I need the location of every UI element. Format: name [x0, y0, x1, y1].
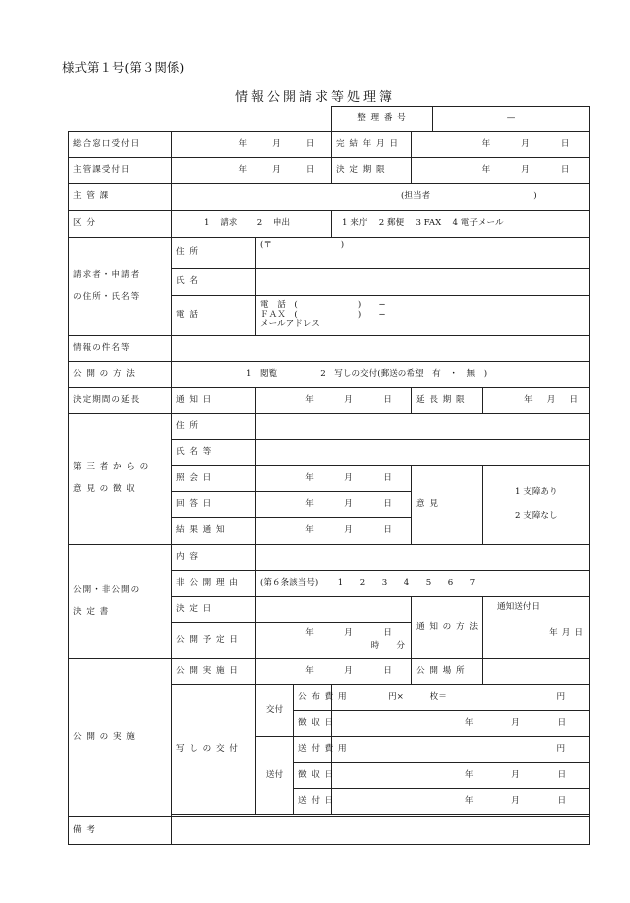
gaito-5[interactable]: 5 — [425, 577, 432, 588]
ymd-day: 日 — [383, 665, 392, 676]
ymd-month: 月 — [344, 665, 353, 676]
ymd-day: 日 — [560, 138, 570, 149]
hikokai-riyu-label: 非 公 開 理 由 — [172, 571, 256, 597]
tsuchibi-label: 通 知 日 — [172, 388, 256, 414]
kettei-label — [69, 545, 172, 659]
tsuchi-sofubi-field[interactable] — [483, 597, 590, 659]
biko-label: 備 考 — [69, 817, 172, 845]
kanketsu-label: 完 結 年 月 日 — [332, 132, 412, 158]
ymd-day: 日 — [557, 795, 567, 806]
kofu-en: 円 — [556, 691, 566, 702]
ymd-day: 日 — [383, 628, 392, 639]
ku-opt-fax[interactable]: 3 FAX — [415, 218, 442, 229]
gaito-6[interactable]: 6 — [447, 577, 454, 588]
mail-line: メールアドレス — [260, 319, 320, 330]
header-table — [331, 106, 590, 132]
kokai-basho-label: 公 開 場 所 — [412, 659, 483, 685]
gaito-label: (第６条該当号) — [260, 577, 319, 588]
hikokai-riyu-field[interactable] — [256, 571, 590, 597]
ymd-day: 日 — [383, 472, 392, 483]
ketteibi-label: 決 定 日 — [172, 597, 256, 623]
ymd-month: 月 — [511, 795, 520, 806]
seiri-bango-label: 整 理 番 号 — [332, 107, 433, 132]
hoho-field[interactable] — [172, 362, 590, 388]
kokai-yoteibi-label: 公 開 予 定 日 — [172, 623, 256, 659]
ymd-month: 月 — [344, 472, 353, 483]
shukan-uketsuke-label: 主管課受付日 — [69, 158, 172, 184]
sogo-date[interactable] — [172, 132, 332, 158]
daisansha-line2: 意 見 の 徴 収 — [73, 484, 136, 494]
gaito-4[interactable]: 4 — [403, 577, 410, 588]
gaito-3[interactable]: 3 — [381, 577, 388, 588]
shukan-uketsuke-date[interactable] — [172, 158, 332, 184]
enchou-kigen-label: 延 長 期 限 — [412, 388, 483, 414]
ymd-year: 年 — [464, 795, 474, 806]
gaito-2[interactable]: 2 — [359, 577, 366, 588]
fax-line: ＦＡＸ ( ) − — [260, 309, 386, 320]
sofubi-date[interactable] — [332, 789, 590, 815]
ymd-day: 日 — [569, 394, 579, 405]
sofu-choshubi-date[interactable] — [332, 763, 590, 789]
ku-options-1[interactable] — [172, 211, 332, 238]
hoho-options: 1 閲覧 2 写しの交付(郵送の希望 有 ・ 無 ) — [246, 368, 488, 379]
daisansha-label — [69, 414, 172, 545]
ku-options-2[interactable] — [332, 211, 590, 238]
shimei-to-label: 氏 名 等 — [172, 440, 256, 466]
kofu-choshubi-date[interactable] — [332, 711, 590, 737]
kofu-formula: 円× 枚＝ — [388, 691, 447, 702]
kenmei-field[interactable] — [172, 336, 590, 362]
ymd-year: 年 — [481, 164, 491, 175]
ji-label: 時 — [370, 641, 380, 651]
ymd-month: 月 — [511, 717, 520, 728]
shimei-to-field[interactable] — [256, 440, 590, 466]
ymd-month: 月 — [561, 627, 571, 638]
ymd-day: 日 — [557, 717, 567, 728]
sofubi-label: 送 付 日 — [294, 789, 332, 815]
ku-opt-email[interactable]: 4 電子メール — [452, 218, 504, 229]
ymd-day: 日 — [383, 498, 392, 509]
seikyusha-line2: の住所・氏名等 — [73, 291, 141, 302]
ku-opt-raicho[interactable]: 1 来庁 — [342, 218, 368, 229]
ketteibi-field[interactable] — [256, 597, 412, 623]
jusho-field[interactable] — [256, 238, 590, 269]
jisshibi-label: 公 開 実 施 日 — [172, 659, 256, 685]
shimei-field[interactable] — [256, 269, 590, 296]
sogo-label — [69, 132, 172, 158]
kekka-label: 結 果 通 知 — [172, 518, 256, 545]
naiyo-label: 内 容 — [172, 545, 256, 571]
ymd-month: 月 — [344, 394, 353, 405]
kofu-hiyo-label: 公 布 費 用 — [294, 685, 332, 711]
shimei-label: 氏 名 — [172, 269, 256, 296]
ymd-day: 日 — [305, 138, 315, 149]
ymd-month: 月 — [344, 498, 353, 509]
hoho-label: 公 開 の 方 法 — [69, 362, 172, 388]
jisshi-label: 公 開 の 実 施 — [69, 659, 172, 817]
ymd-year: 年 — [464, 769, 474, 780]
tel-line: 電 話 ( ) − — [260, 299, 386, 310]
ymd-month: 月 — [546, 394, 556, 405]
enchou-kigen-date[interactable] — [483, 388, 590, 414]
kettei-line2: 決 定 書 — [73, 606, 110, 617]
sogo-text: 総合窓口受付日 — [73, 138, 141, 149]
jusho2-label: 住 所 — [172, 414, 256, 440]
tsuchi-sofubi-label: 通知送付日 — [497, 602, 541, 612]
kofu-label: 交付 — [256, 685, 294, 737]
kenmei-label: 情報の件名等 — [69, 336, 172, 362]
tantousha-text: (担当者 ) — [401, 191, 537, 202]
ymd-day: 日 — [383, 394, 392, 405]
ymd-day: 日 — [557, 769, 567, 780]
kanketsu-date[interactable] — [412, 132, 590, 158]
seiri-bango-value[interactable]: — — [433, 107, 590, 132]
kekka-date[interactable] — [256, 518, 412, 545]
enchou-label: 決定期間の延長 — [69, 388, 172, 414]
sofu-choshubi-label: 徴 収 日 — [294, 763, 332, 789]
denwa-label: 電 話 — [172, 296, 256, 336]
ymd-year: 年 — [524, 394, 533, 405]
shukanka-value[interactable] — [172, 184, 590, 211]
denwa-field[interactable] — [256, 296, 590, 336]
iken-opt-nashi[interactable]: 2 支障なし — [515, 511, 558, 521]
jisshibi-date[interactable] — [256, 659, 412, 685]
kaito-label: 回 答 日 — [172, 492, 256, 518]
utsushi-label: 写 し の 交 付 — [172, 685, 256, 815]
sofu-label: 送付 — [256, 737, 294, 815]
kofu-choshubi-label: 徴 収 日 — [294, 711, 332, 737]
ymd-year: 年 — [305, 394, 314, 405]
seikyusha-label — [69, 238, 172, 336]
kokai-yoteibi-date[interactable] — [256, 623, 412, 659]
form-number: 様式第１号(第３関係) — [62, 60, 185, 75]
fun-label: 分 — [396, 641, 406, 651]
ymd-year: 年 — [305, 498, 314, 509]
kaito-date[interactable] — [256, 492, 412, 518]
daisansha-line1: 第 三 者 か ら の — [73, 462, 150, 473]
ku-label: 区 分 — [69, 211, 172, 238]
kofu-hiyo-field[interactable] — [332, 685, 590, 711]
ymd-month: 月 — [344, 628, 353, 639]
ku-opt-moushide[interactable]: 2 申出 — [256, 218, 291, 229]
iken-options[interactable] — [483, 466, 590, 545]
ymd-day: 日 — [305, 164, 315, 175]
shokai-date[interactable] — [256, 466, 412, 492]
ymd-month: 月 — [344, 525, 353, 536]
ymd-year: 年 — [305, 628, 314, 639]
ymd-year: 年 — [305, 525, 314, 536]
sofu-hiyo-label: 送 付 費 用 — [294, 737, 332, 763]
ymd-year: 年 — [305, 665, 314, 676]
tsuchi-hoho-label: 通 知 の 方 法 — [412, 597, 483, 659]
shukanka-label: 主 管 課 — [69, 184, 172, 211]
ymd-year: 年 — [238, 164, 248, 175]
kettei-kigen-date[interactable] — [412, 158, 590, 184]
gaito-7[interactable]: 7 — [469, 577, 476, 588]
ku-opt-yubin[interactable]: 2 郵便 — [378, 218, 405, 229]
gaito-1[interactable]: 1 — [337, 577, 344, 588]
ymd-year: 年 — [238, 138, 248, 149]
ymd-day: 日 — [560, 164, 570, 175]
kettei-line1: 公開・非公開の — [73, 584, 141, 595]
ymd-year: 年 — [305, 472, 314, 483]
ymd-month: 月 — [521, 138, 530, 149]
biko-field[interactable] — [172, 817, 590, 845]
sofu-en: 円 — [556, 743, 566, 754]
ymd-day: 日 — [574, 627, 584, 638]
kokai-basho-field[interactable] — [483, 659, 590, 685]
ymd-month: 月 — [272, 138, 281, 149]
kettei-kigen-label: 決 定 期 限 — [332, 158, 412, 184]
tsuchibi-date[interactable] — [256, 388, 412, 414]
main-form-table — [68, 131, 590, 845]
jusho-label: 住 所 — [172, 238, 256, 269]
ymd-year: 年 — [464, 717, 474, 728]
iken-label: 意 見 — [412, 466, 483, 545]
sofu-hiyo-field[interactable] — [332, 737, 590, 763]
page-title: 情報公開請求等処理簿 — [234, 90, 395, 105]
ymd-month: 月 — [511, 769, 520, 780]
naiyo-field[interactable] — [256, 545, 590, 571]
ku-opt-seikyu[interactable]: 1 請求 — [204, 218, 238, 229]
shokai-label: 照 会 日 — [172, 466, 256, 492]
ymd-month: 月 — [272, 164, 281, 175]
zip-text: (〒 ) — [260, 240, 345, 250]
ymd-year: 年 — [549, 627, 558, 638]
ymd-day: 日 — [383, 525, 392, 536]
ymd-year: 年 — [481, 138, 491, 149]
ymd-month: 月 — [521, 164, 530, 175]
iken-opt-ari[interactable]: 1 支障あり — [515, 487, 558, 498]
seikyusha-line1: 請求者・申請者 — [73, 269, 141, 280]
jusho2-field[interactable] — [256, 414, 590, 440]
